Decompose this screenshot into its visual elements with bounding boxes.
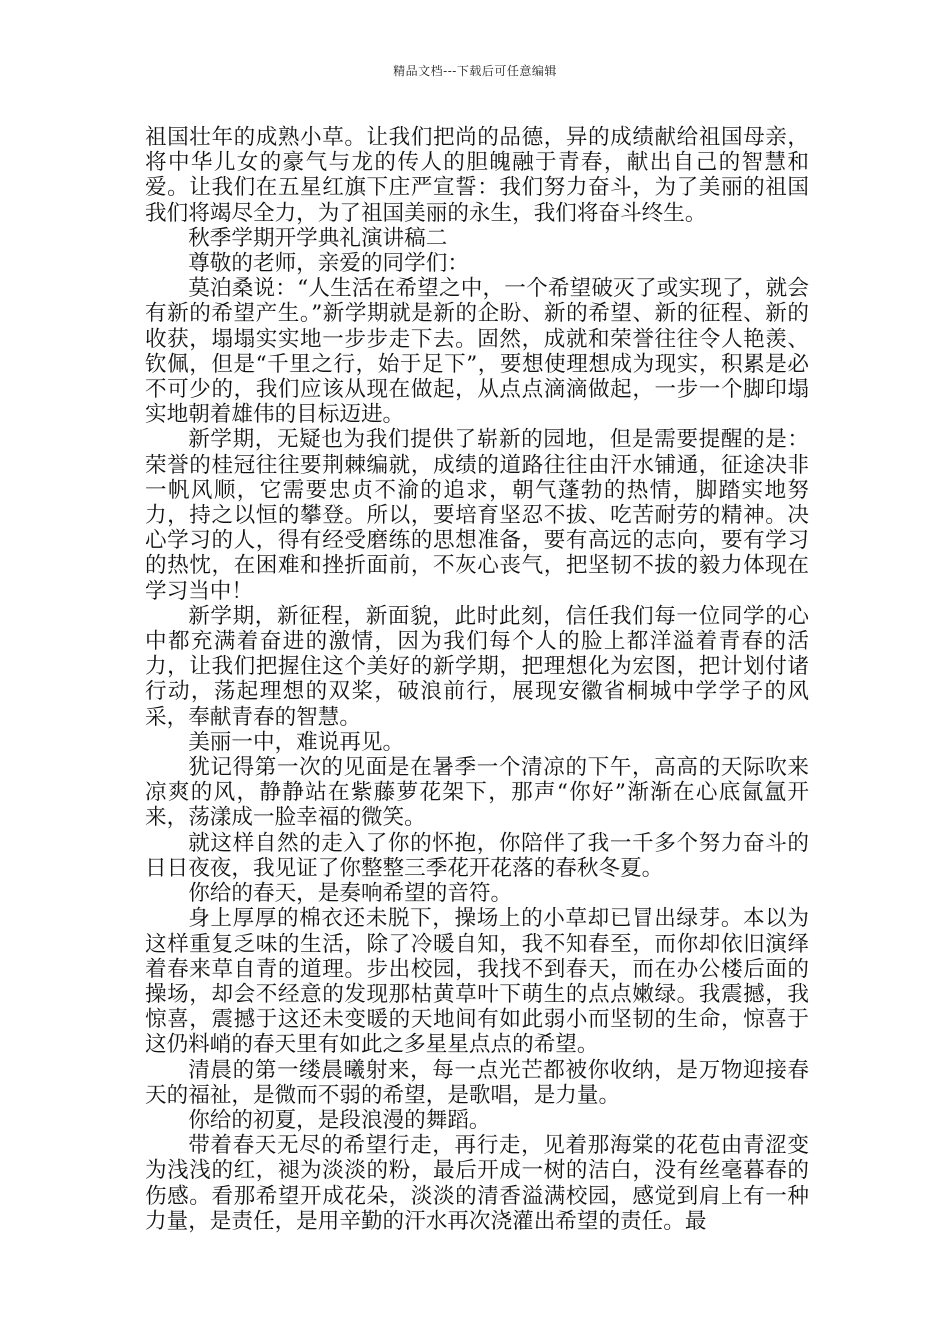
paragraph-9: 就这样自然的走入了你的怀抱，你陪伴了我一千多个努力奋斗的日日夜夜，我见证了你整整三季花开花落的春秋冬夏。: [145, 830, 809, 881]
paragraph-11: 身上厚厚的棉衣还未脱下，操场上的小草却已冒出绿芽。本以为这样重复乏味的生活，除了冷暖自知，我不知春至，而你却依旧演绎着春来草自青的道理。步出校园，我找不到春天，而在办公楼后面的操场，却会不经意的发现那枯黄草叶下萌生的点点嫩绿。我震撼，我惊喜，震撼于这还未变暖的天地间有如此弱小而坚韧的生命，惊喜于这仍料峭的春天里有如此之多星星点点的希望。: [145, 906, 809, 1058]
paragraph-8: 犹记得第一次的见面是在暑季一个清凉的下午，高高的天际吹来凉爽的风，静静站在紫藤萝花架下，那声“你好”渐渐在心底氤氲开来，荡漾成一脸幸福的微笑。: [145, 755, 809, 831]
page-header: 精品文档---下载后可任意编辑: [393, 64, 557, 78]
paragraph-4: 莫泊桑说：“人生活在希望之中，一个希望破灭了或实现了，就会有新的希望产生。”新学期就是新的企盼、新的希望、新的征程、新的收获，塌塌实实地一步步走下去。固然，成就和荣誉往往令人艳羡、钦佩，但是“千里之行，始于足下”，要想使理想成为现实，积累是必不可少的，我们应该从现在做起，从点点滴滴做起，一步一个脚印塌实地朝着雄伟的目标迈进。: [145, 276, 809, 428]
paragraph-5: 新学期，无疑也为我们提供了崭新的园地，但是需要提醒的是：荣誉的桂冠往往要荆棘编就，成绩的道路往往由汗水铺通，征途决非一帆风顺，它需要忠贞不渝的追求，朝气蓬勃的热情，脚踏实地努力，持之以恒的攀登。所以，要培育坚忍不拔、吃苦耐劳的精神。决心学习的人，得有经受磨练的思想准备，要有高远的志向，要有学习的热忱，在困难和挫折面前，不灰心丧气，把坚韧不拔的毅力体现在学习当中！: [145, 427, 809, 604]
salutation: 尊敬的老师，亲爱的同学们：: [188, 251, 469, 277]
document-body: [145, 125, 809, 1234]
paragraph-12: 清晨的第一缕晨曦射来，每一点光芒都被你收纳，是万物迎接春天的福祉，是微而不弱的希望，是歌唱，是力量。: [145, 1057, 809, 1108]
paragraph-14: 带着春天无尽的希望行走，再行走，见着那海棠的花苞由青涩变为浅浅的红，褪为淡淡的粉，最后开成一树的洁白，没有丝毫暮春的伤感。看那希望开成花朵，淡淡的清香溢满校园，感觉到肩上有一种力量，是责任，是用辛勤的汗水再次浇灌出希望的责任。最: [145, 1133, 809, 1234]
speech-title: 秋季学期开学典礼演讲稿二: [188, 225, 448, 251]
paragraph-7: 美丽一中，难说再见。: [188, 729, 405, 755]
paragraph-10: 你给的春天，是奏响希望的音符。: [188, 881, 513, 907]
paragraph-6: 新学期，新征程，新面貌，此时此刻，信任我们每一位同学的心中都充满着奋进的激情，因为我们每个人的脸上都洋溢着青春的活力，让我们把握住这个美好的新学期，把理想化为宏图，把计划付诸行动，荡起理想的双桨，破浪前行，展现安徽省桐城中学学子的风采，奉献青春的智慧。: [145, 603, 809, 730]
paragraph-13: 你给的初夏，是段浪漫的舞蹈。: [188, 1107, 491, 1133]
paragraph-1: 祖国壮年的成熟小草。让我们把尚的品德，异的成绩献给祖国母亲，将中华儿女的豪气与龙的传人的胆魄融于青春，献出自己的智慧和爱。让我们在五星红旗下庄严宣誓：我们努力奋斗，为了美丽的祖国我们将竭尽全力，为了祖国美丽的永生，我们将奋斗终生。: [145, 125, 809, 226]
